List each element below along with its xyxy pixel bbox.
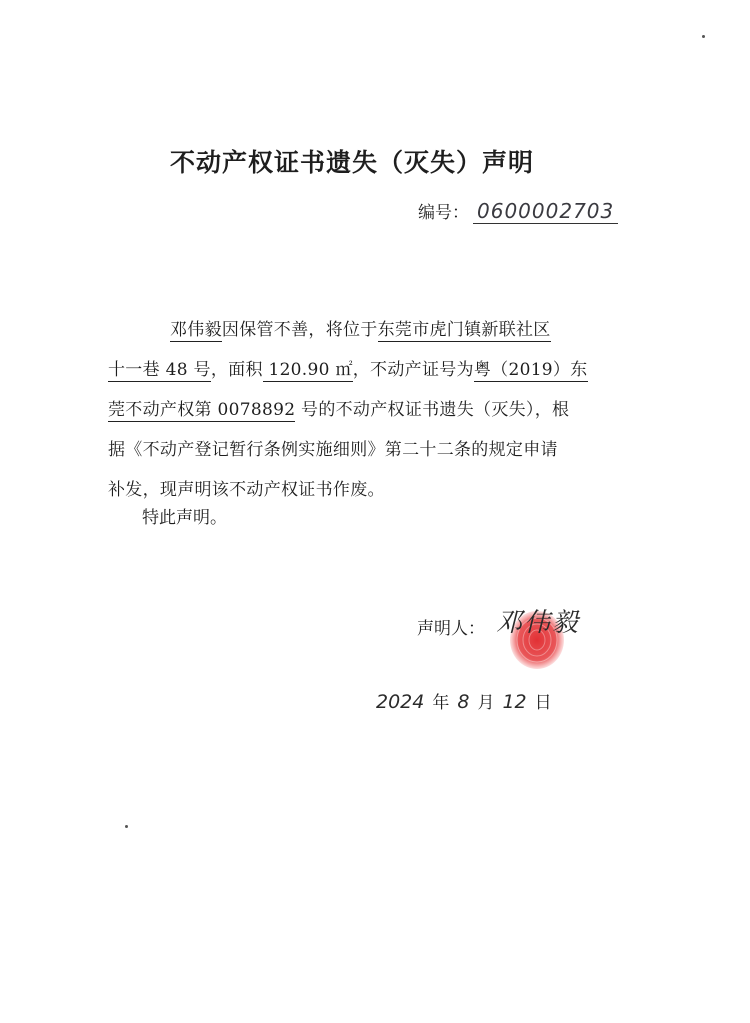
body-text-4: 号的不动产权证书遗失（灭失），根 bbox=[295, 400, 570, 420]
body-line-2 bbox=[108, 350, 618, 390]
declarant-label: 声明人： bbox=[417, 619, 485, 639]
body-text-1: 因保管不善，将位于 bbox=[221, 320, 378, 340]
certificate-number-b: 莞不动产权第 0078892 bbox=[108, 400, 296, 420]
serial-label: 编号： bbox=[418, 203, 469, 223]
certificate-number-a: 粤（2019）东 bbox=[473, 360, 588, 380]
date-day-unit: 日 bbox=[534, 693, 552, 713]
property-location-b: 十一巷 48 号 bbox=[108, 360, 211, 380]
declaration-body bbox=[108, 310, 618, 510]
declaration-date bbox=[376, 688, 560, 713]
body-line-5: 补发，现声明该不动产权证书作废。 bbox=[108, 480, 385, 500]
scan-speck bbox=[125, 825, 128, 828]
property-area: 120.90 ㎡ bbox=[262, 360, 353, 380]
date-day: 12 bbox=[502, 691, 527, 713]
serial-number bbox=[418, 198, 618, 224]
date-year-unit: 年 bbox=[432, 693, 450, 713]
body-text-3: ，不动产证号为 bbox=[352, 360, 474, 380]
date-month-unit: 月 bbox=[477, 693, 495, 713]
owner-name: 邓伟毅 bbox=[170, 320, 222, 340]
date-month: 8 bbox=[457, 691, 470, 713]
document-title: 不动产权证书遗失（灭失）声明 bbox=[170, 148, 535, 177]
body-line-1 bbox=[108, 310, 618, 350]
declarant-signature: 邓伟毅 bbox=[496, 608, 581, 638]
serial-value-handwritten: 0600002703 bbox=[473, 199, 618, 224]
scan-speck bbox=[702, 35, 705, 38]
body-line-3 bbox=[108, 390, 618, 430]
property-location-a: 东莞市虎门镇新联社区 bbox=[377, 320, 551, 340]
closing-statement: 特此声明。 bbox=[142, 508, 227, 528]
body-line-4: 据《不动产登记暂行条例实施细则》第二十二条的规定申请 bbox=[108, 440, 558, 460]
body-text-2: ，面积 bbox=[210, 360, 263, 380]
date-year: 2024 bbox=[376, 691, 425, 713]
